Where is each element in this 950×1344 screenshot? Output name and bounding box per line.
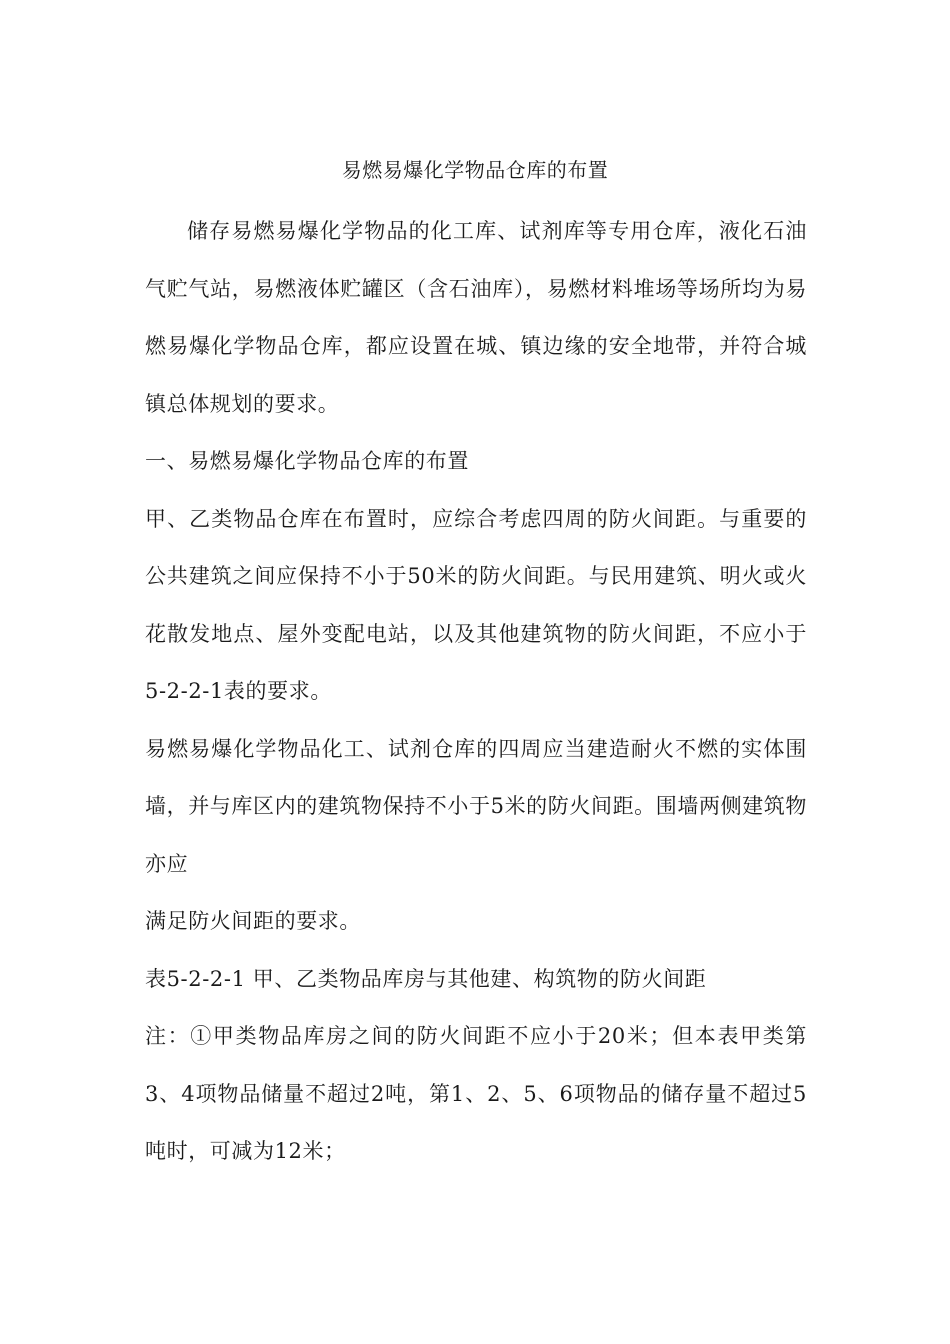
document-title: 易燃易爆化学物品仓库的布置 <box>341 158 609 182</box>
paragraph-class-a-b: 甲、乙类物品仓库在布置时，应综合考虑四周的防火间距。与重要的公共建筑之间应保持不小于50米的防火间距。与民用建筑、明火或火花散发地点、屋外变配电站，以及其他建筑物的防火间距，不应小于5-2-2-1表的要求。 <box>145 506 807 703</box>
section-heading: 一、易燃易爆化学物品仓库的布置 <box>145 449 469 473</box>
document-body <box>145 203 807 1181</box>
table-caption: 表5-2-2-1 甲、乙类物品库房与其他建、构筑物的防火间距 <box>145 966 707 991</box>
paragraph-wall-cont: 满足防火间距的要求。 <box>145 909 361 933</box>
paragraph-wall: 易燃易爆化学物品化工、试剂仓库的四周应当建造耐火不燃的实体围墙，并与库区内的建筑物保持不小于5米的防火间距。围墙两侧建筑物亦应 <box>145 736 807 876</box>
paragraph-intro: 储存易燃易爆化学物品的化工库、试剂库等专用仓库，液化石油气贮气站，易燃液体贮罐区（含石油库），易燃材料堆场等场所均为易燃易爆化学物品仓库，都应设置在城、镇边缘的安全地带，并符合城镇总体规划的要求。 <box>145 219 807 416</box>
table-note: 注：①甲类物品库房之间的防火间距不应小于20米；但本表甲类第3、4项物品储量不超过2吨，第1、2、5、6项物品的储存量不超过5吨时，可减为12米； <box>145 1024 807 1163</box>
